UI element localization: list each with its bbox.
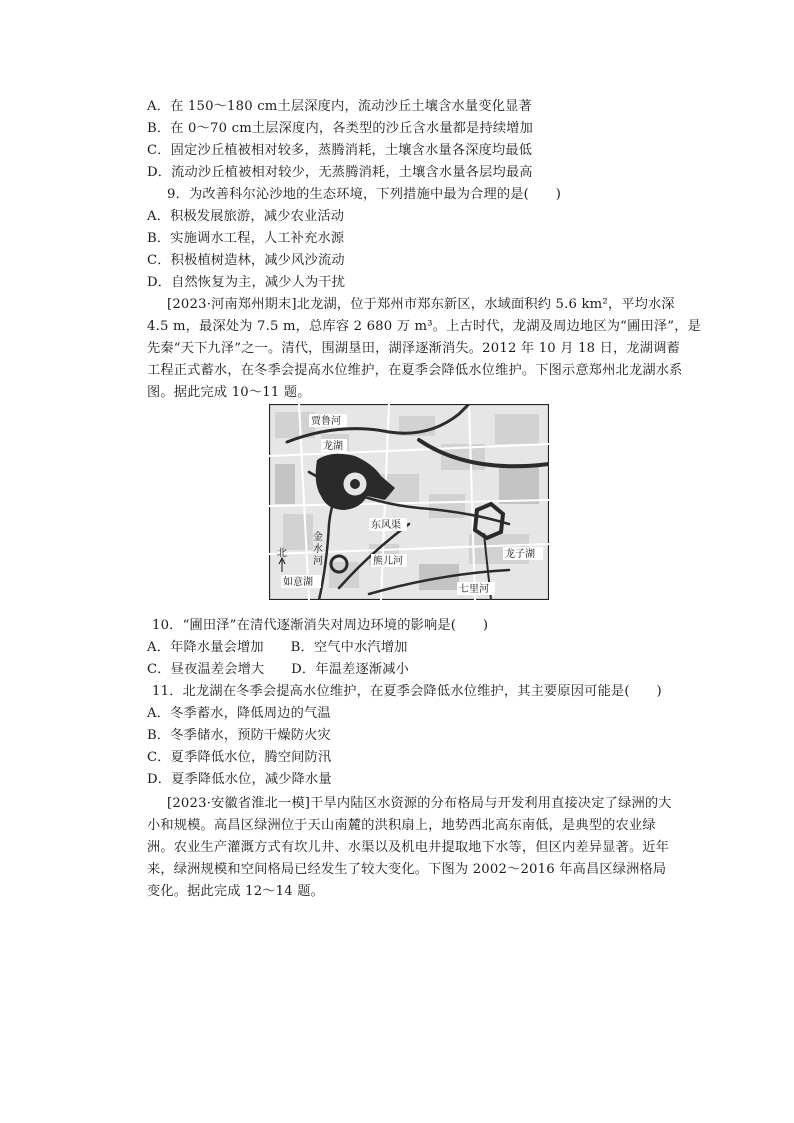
passage1-line2: 4.5 m，最深处为 7.5 m，总库容 2 680 万 m³。上古时代，龙湖及周边地区为“圃田泽”，是 (147, 319, 701, 334)
q11-option-a: A．冬季蓄水，降低周边的气温 (147, 706, 331, 721)
north-label: 北 (277, 548, 287, 559)
label-jialu-river: 贾鲁河 (311, 416, 341, 427)
q10-options-row2: C．昼夜温差会增大 D．年温差逐渐减小 (147, 662, 410, 677)
map-svg (269, 404, 549, 600)
label-qili-river: 七里河 (459, 584, 489, 595)
q11-option-c: C．夏季降低水位，腾空间防汛 (147, 750, 332, 765)
label-ruyi-lake: 如意湖 (283, 577, 313, 588)
q9-option-b: B．实施调水工程，人工补充水源 (147, 231, 345, 246)
label-xionger-river: 熊儿河 (373, 556, 403, 567)
q9-option-a: A．积极发展旅游，减少农业活动 (147, 209, 345, 224)
q8-option-a: A．在 150～180 cm土层深度内，流动沙丘土壤含水量变化显著 (147, 99, 532, 114)
label-jinshui-3: 河 (313, 556, 323, 567)
q9-option-c: C．积极植树造林，减少风沙流动 (147, 253, 345, 268)
label-longhu: 龙湖 (323, 441, 343, 452)
q8-option-b: B．在 0～70 cm土层深度内，各类型的沙丘含水量都是持续增加 (147, 121, 534, 136)
passage1-line5: 图。据此完成 10～11 题。 (147, 385, 311, 400)
passage1-line1: [2023·河南郑州期末]北龙湖，位于郑州市郑东新区，水域面积约 5.6 km²，平均水深 (167, 297, 675, 312)
q11-option-d: D．夏季降低水位，减少降水量 (147, 772, 332, 787)
q11-stem: 11．北龙湖在冬季会提高水位维护，在夏季会降低水位维护，其主要原因可能是( ) (152, 684, 662, 699)
beilonghu-water-system-map (269, 404, 549, 600)
q9-option-d: D．自然恢复为主，减少人为干扰 (147, 275, 346, 290)
q10-stem: 10．“圃田泽”在清代逐渐消失对周边环境的影响是( ) (152, 618, 489, 633)
q11-option-b: B．冬季储水，预防干燥防火灾 (147, 728, 331, 743)
label-jinshui-1: 金 (313, 532, 323, 543)
passage1-line3: 先秦“天下九泽”之一。清代，围湖垦田，湖泽逐渐消失。2012 年 10 月 18 日，龙湖调蓄 (147, 341, 680, 356)
q8-option-d: D．流动沙丘植被相对较少，无蒸腾消耗，土壤含水量各层均最高 (147, 165, 533, 180)
label-dongfengqu: 东风渠 (371, 520, 401, 531)
passage1-line4: 工程正式蓄水，在冬季会提高水位维护，在夏季会降低水位维护。下图示意郑州北龙湖水系 (147, 363, 683, 378)
passage2: [2023·安徽省淮北一模]干旱内陆区水资源的分布格局与开发利用直接决定了绿洲的大小和规模。高昌区绿洲位于天山南麓的洪积扇上，地势西北高东南低，是典型的农业绿洲。农业生产灌溉方式有坎儿井、水渠以及机电井提取地下水等，但区内差异显著。近年来，绿洲规模和空间格局已经发生了较大变化。下图为 2002～2016 年高昌区绿洲格局变化。据此完成 12～14 题。 (147, 796, 672, 899)
q8-option-c: C．固定沙丘植被相对较多，蒸腾消耗，土壤含水量各深度均最低 (147, 143, 533, 158)
q9-stem: 9．为改善科尔沁沙地的生态环境，下列措施中最为合理的是( ) (167, 187, 562, 202)
label-jinshui-2: 水 (313, 544, 323, 555)
q10-options-row1: A．年降水量会增加 B．空气中水汽增加 (147, 640, 408, 655)
label-longzi-lake: 龙子湖 (505, 549, 535, 560)
